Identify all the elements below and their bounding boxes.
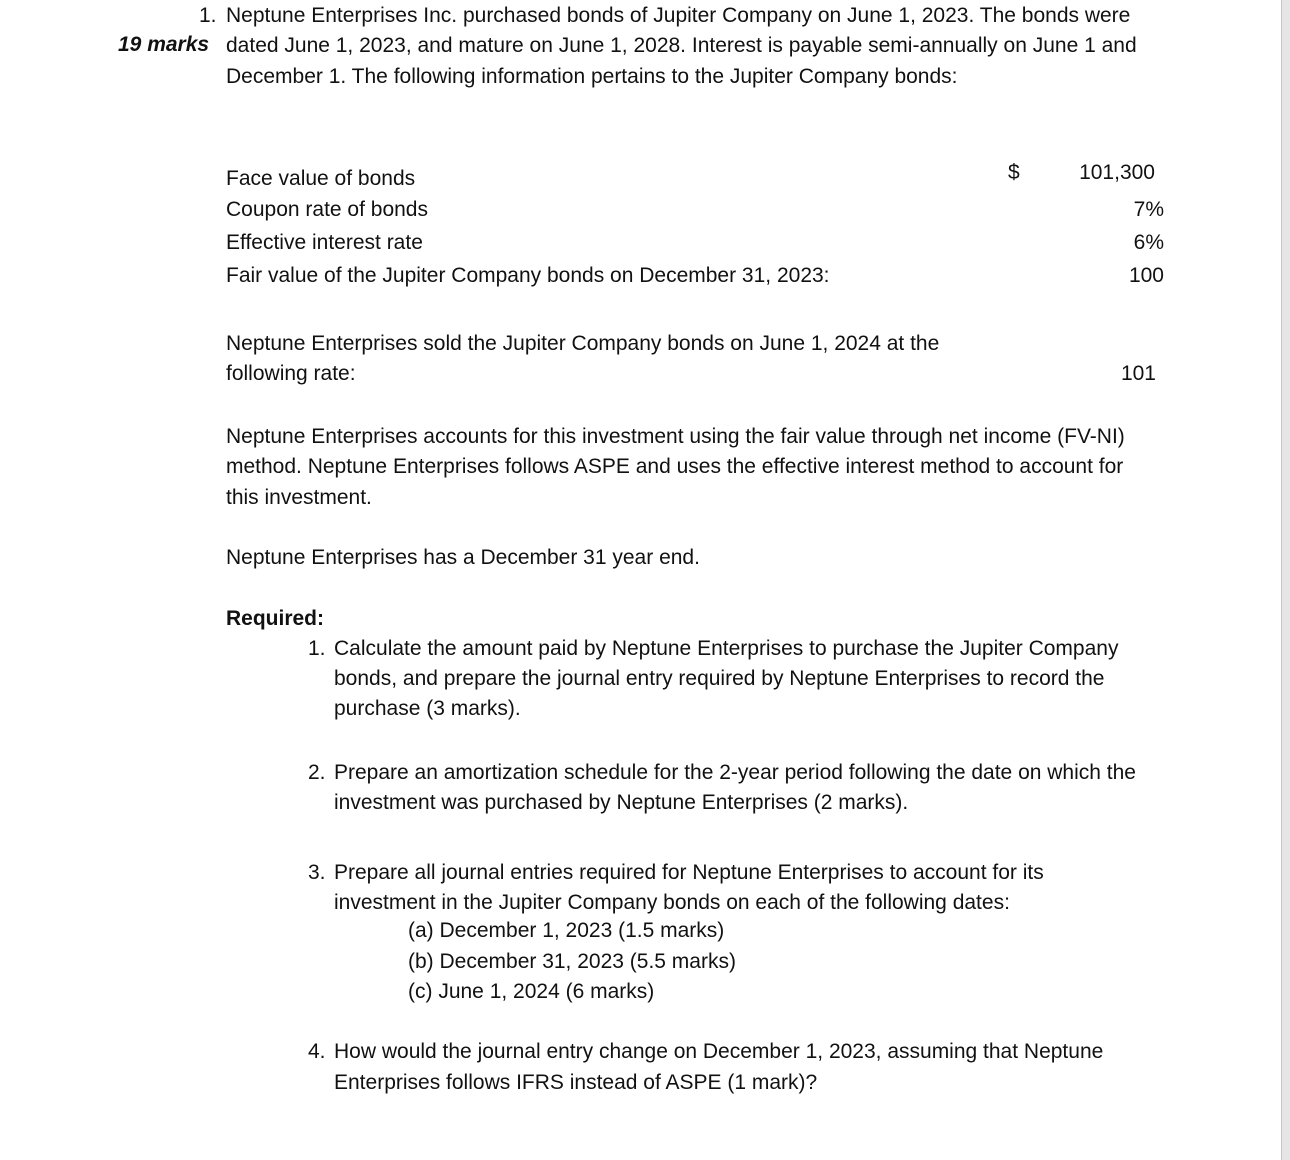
intro-line-2: dated June 1, 2023, and mature on June 1, 2028. Interest is payable semi-annually on June 1 and xyxy=(226,34,1137,57)
intro-line-3: December 1. The following information pertains to the Jupiter Company bonds: xyxy=(226,65,958,88)
method-line-2: method. Neptune Enterprises follows ASPE and uses the effective interest method to account for xyxy=(226,455,1124,478)
sale-line-2: following rate: xyxy=(226,362,356,385)
year-end-text: Neptune Enterprises has a December 31 year end. xyxy=(226,546,700,569)
method-line-3: this investment. xyxy=(226,486,372,509)
item-line: investment was purchased by Neptune Enterprises (2 marks). xyxy=(334,791,909,814)
row-label-fair-value: Fair value of the Jupiter Company bonds on December 31, 2023: xyxy=(226,264,830,287)
subitem-b: (b) December 31, 2023 (5.5 marks) xyxy=(408,950,736,973)
item-line: purchase (3 marks). xyxy=(334,697,521,720)
sale-rate-value: 101 xyxy=(1120,362,1156,385)
item-line: investment in the Jupiter Company bonds on each of the following dates: xyxy=(334,891,1010,914)
intro-line-1: Neptune Enterprises Inc. purchased bonds of Jupiter Company on June 1, 2023. The bonds were xyxy=(226,4,1131,27)
item-line: bonds, and prepare the journal entry required by Neptune Enterprises to record the xyxy=(334,667,1105,690)
item-line: Prepare all journal entries required for Neptune Enterprises to account for its xyxy=(334,861,1044,884)
currency-symbol: $ xyxy=(1008,161,1020,184)
sale-line-1: Neptune Enterprises sold the Jupiter Company bonds on June 1, 2024 at the xyxy=(226,332,940,355)
row-label-coupon-rate: Coupon rate of bonds xyxy=(226,198,428,221)
row-value-fair-value: 100 xyxy=(1128,264,1164,287)
item-line: Prepare an amortization schedule for the 2-year period following the date on which the xyxy=(334,761,1136,784)
subitem-c: (c) June 1, 2024 (6 marks) xyxy=(408,980,655,1003)
question-number: 1. xyxy=(199,4,217,27)
row-label-face-value: Face value of bonds xyxy=(226,167,416,190)
item-number: 4. xyxy=(308,1040,326,1063)
row-value-coupon-rate: 7% xyxy=(1133,198,1164,221)
item-number: 3. xyxy=(308,861,326,884)
item-number: 2. xyxy=(308,761,326,784)
item-line: Calculate the amount paid by Neptune Enterprises to purchase the Jupiter Company xyxy=(334,637,1119,660)
item-line: Enterprises follows IFRS instead of ASPE (1 mark)? xyxy=(334,1071,818,1094)
row-label-effective-rate: Effective interest rate xyxy=(226,231,423,254)
required-heading: Required: xyxy=(226,607,325,630)
row-value-face-value: 101,300 xyxy=(1079,161,1155,184)
item-number: 1. xyxy=(308,637,326,660)
marks-label: 19 marks xyxy=(118,33,210,56)
item-line: How would the journal entry change on December 1, 2023, assuming that Neptune xyxy=(334,1040,1104,1063)
subitem-a: (a) December 1, 2023 (1.5 marks) xyxy=(408,919,725,942)
row-value-effective-rate: 6% xyxy=(1133,231,1164,254)
method-line-1: Neptune Enterprises accounts for this investment using the fair value through net income (FV-NI) xyxy=(226,425,1125,448)
